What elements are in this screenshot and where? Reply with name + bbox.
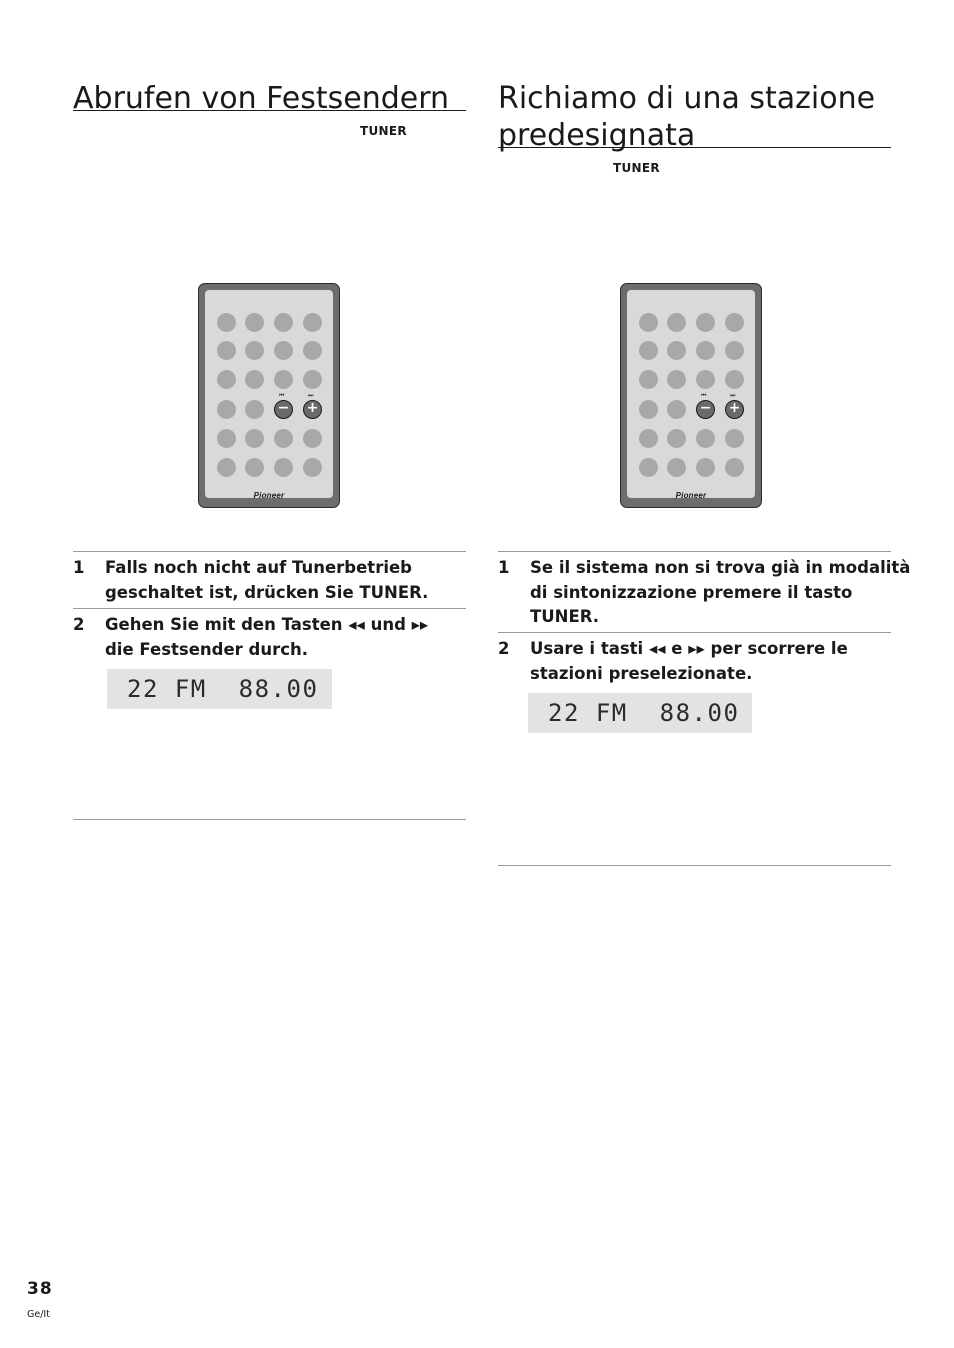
title-rule	[498, 147, 891, 148]
plus-button: +	[303, 400, 322, 419]
remote-button	[696, 313, 715, 332]
remote-button	[217, 458, 236, 477]
remote-button	[274, 341, 293, 360]
remote-control-illustration	[198, 283, 340, 508]
remote-button	[725, 370, 744, 389]
step-divider	[73, 608, 466, 609]
language-code: Ge/It	[27, 1309, 50, 1320]
remote-button	[245, 341, 264, 360]
remote-button	[696, 458, 715, 477]
step-divider	[73, 551, 466, 552]
step-line: TUNER.	[530, 607, 600, 626]
step-divider	[498, 551, 891, 552]
page-number: 38	[27, 1279, 53, 1299]
tuner-display: 22 FM 88.00	[528, 693, 752, 733]
step-line: Falls noch nicht auf Tunerbetrieb	[105, 558, 412, 577]
title-rule	[73, 110, 466, 111]
step-line: geschaltet ist, drücken Sie TUNER.	[105, 582, 429, 602]
page-title-italian	[498, 80, 875, 154]
remote-button	[639, 370, 658, 389]
remote-button	[667, 458, 686, 477]
step-line: Usare i tasti	[530, 639, 649, 658]
remote-button	[696, 429, 715, 448]
remote-button	[303, 370, 322, 389]
remote-face	[205, 290, 333, 498]
step-line: die Festsender durch.	[105, 639, 309, 659]
remote-button	[667, 429, 686, 448]
step-line: stazioni preselezionate.	[530, 663, 753, 683]
step-line: und	[364, 615, 412, 634]
remote-button	[303, 429, 322, 448]
step-line: Gehen Sie mit den Tasten	[105, 615, 349, 634]
step-number: 1	[498, 558, 510, 577]
remote-button	[696, 341, 715, 360]
prev-track-icon: ⏮	[701, 392, 707, 399]
remote-button	[667, 400, 686, 419]
remote-button	[303, 341, 322, 360]
remote-button	[303, 313, 322, 332]
next-track-icon: ⏭	[308, 392, 314, 399]
section-end-rule	[498, 865, 891, 866]
remote-button	[639, 429, 658, 448]
title-line: predesignata	[498, 118, 696, 153]
step-line: Se il sistema non si trova già in modalità	[530, 558, 911, 577]
step-number: 2	[73, 615, 85, 634]
step-text	[530, 556, 910, 630]
remote-button	[217, 429, 236, 448]
remote-button	[217, 313, 236, 332]
page-title-german: Abrufen von Festsendern	[73, 81, 450, 116]
step-text	[105, 556, 428, 605]
remote-button	[217, 400, 236, 419]
prev-track-icon: ⏮	[279, 392, 285, 399]
pioneer-logo: Pioneer	[675, 491, 707, 500]
remote-button	[217, 370, 236, 389]
remote-button	[696, 370, 715, 389]
remote-button	[274, 370, 293, 389]
remote-button	[245, 458, 264, 477]
remote-button	[245, 429, 264, 448]
next-track-icon: ▸▸	[411, 615, 429, 634]
remote-button	[639, 341, 658, 360]
step-divider	[498, 632, 891, 633]
tuner-label: TUNER	[613, 161, 660, 175]
step-line: e	[665, 639, 689, 658]
remote-button	[725, 313, 744, 332]
remote-button	[639, 400, 658, 419]
remote-button	[303, 458, 322, 477]
remote-face	[627, 290, 755, 498]
title-line: Richiamo di una stazione	[498, 81, 876, 116]
plus-button: +	[725, 400, 744, 419]
remote-button	[274, 429, 293, 448]
remote-button	[245, 370, 264, 389]
remote-control-illustration	[620, 283, 762, 508]
step-text	[105, 613, 428, 662]
tuner-display: 22 FM 88.00	[107, 669, 332, 709]
remote-button	[639, 458, 658, 477]
step-number: 1	[73, 558, 85, 577]
pioneer-logo: Pioneer	[253, 491, 285, 500]
remote-button	[725, 429, 744, 448]
next-track-icon: ▸▸	[688, 639, 705, 658]
remote-button	[667, 341, 686, 360]
minus-button: −	[696, 400, 715, 419]
remote-button	[725, 458, 744, 477]
remote-button	[245, 313, 264, 332]
remote-button	[217, 341, 236, 360]
step-number: 2	[498, 639, 510, 658]
step-line: di sintonizzazione premere il tasto	[530, 582, 853, 602]
remote-button	[274, 458, 293, 477]
step-text	[530, 637, 848, 686]
remote-button	[667, 313, 686, 332]
section-end-rule	[73, 819, 466, 820]
prev-track-icon: ◂◂	[648, 639, 666, 658]
remote-button	[667, 370, 686, 389]
step-line: per scorrere le	[704, 639, 848, 658]
tuner-label: TUNER	[360, 124, 407, 138]
next-track-icon: ⏭	[730, 392, 736, 399]
prev-track-icon: ◂◂	[348, 615, 365, 634]
remote-button	[639, 313, 658, 332]
remote-button	[274, 313, 293, 332]
remote-button	[725, 341, 744, 360]
remote-button	[245, 400, 264, 419]
minus-button: −	[274, 400, 293, 419]
